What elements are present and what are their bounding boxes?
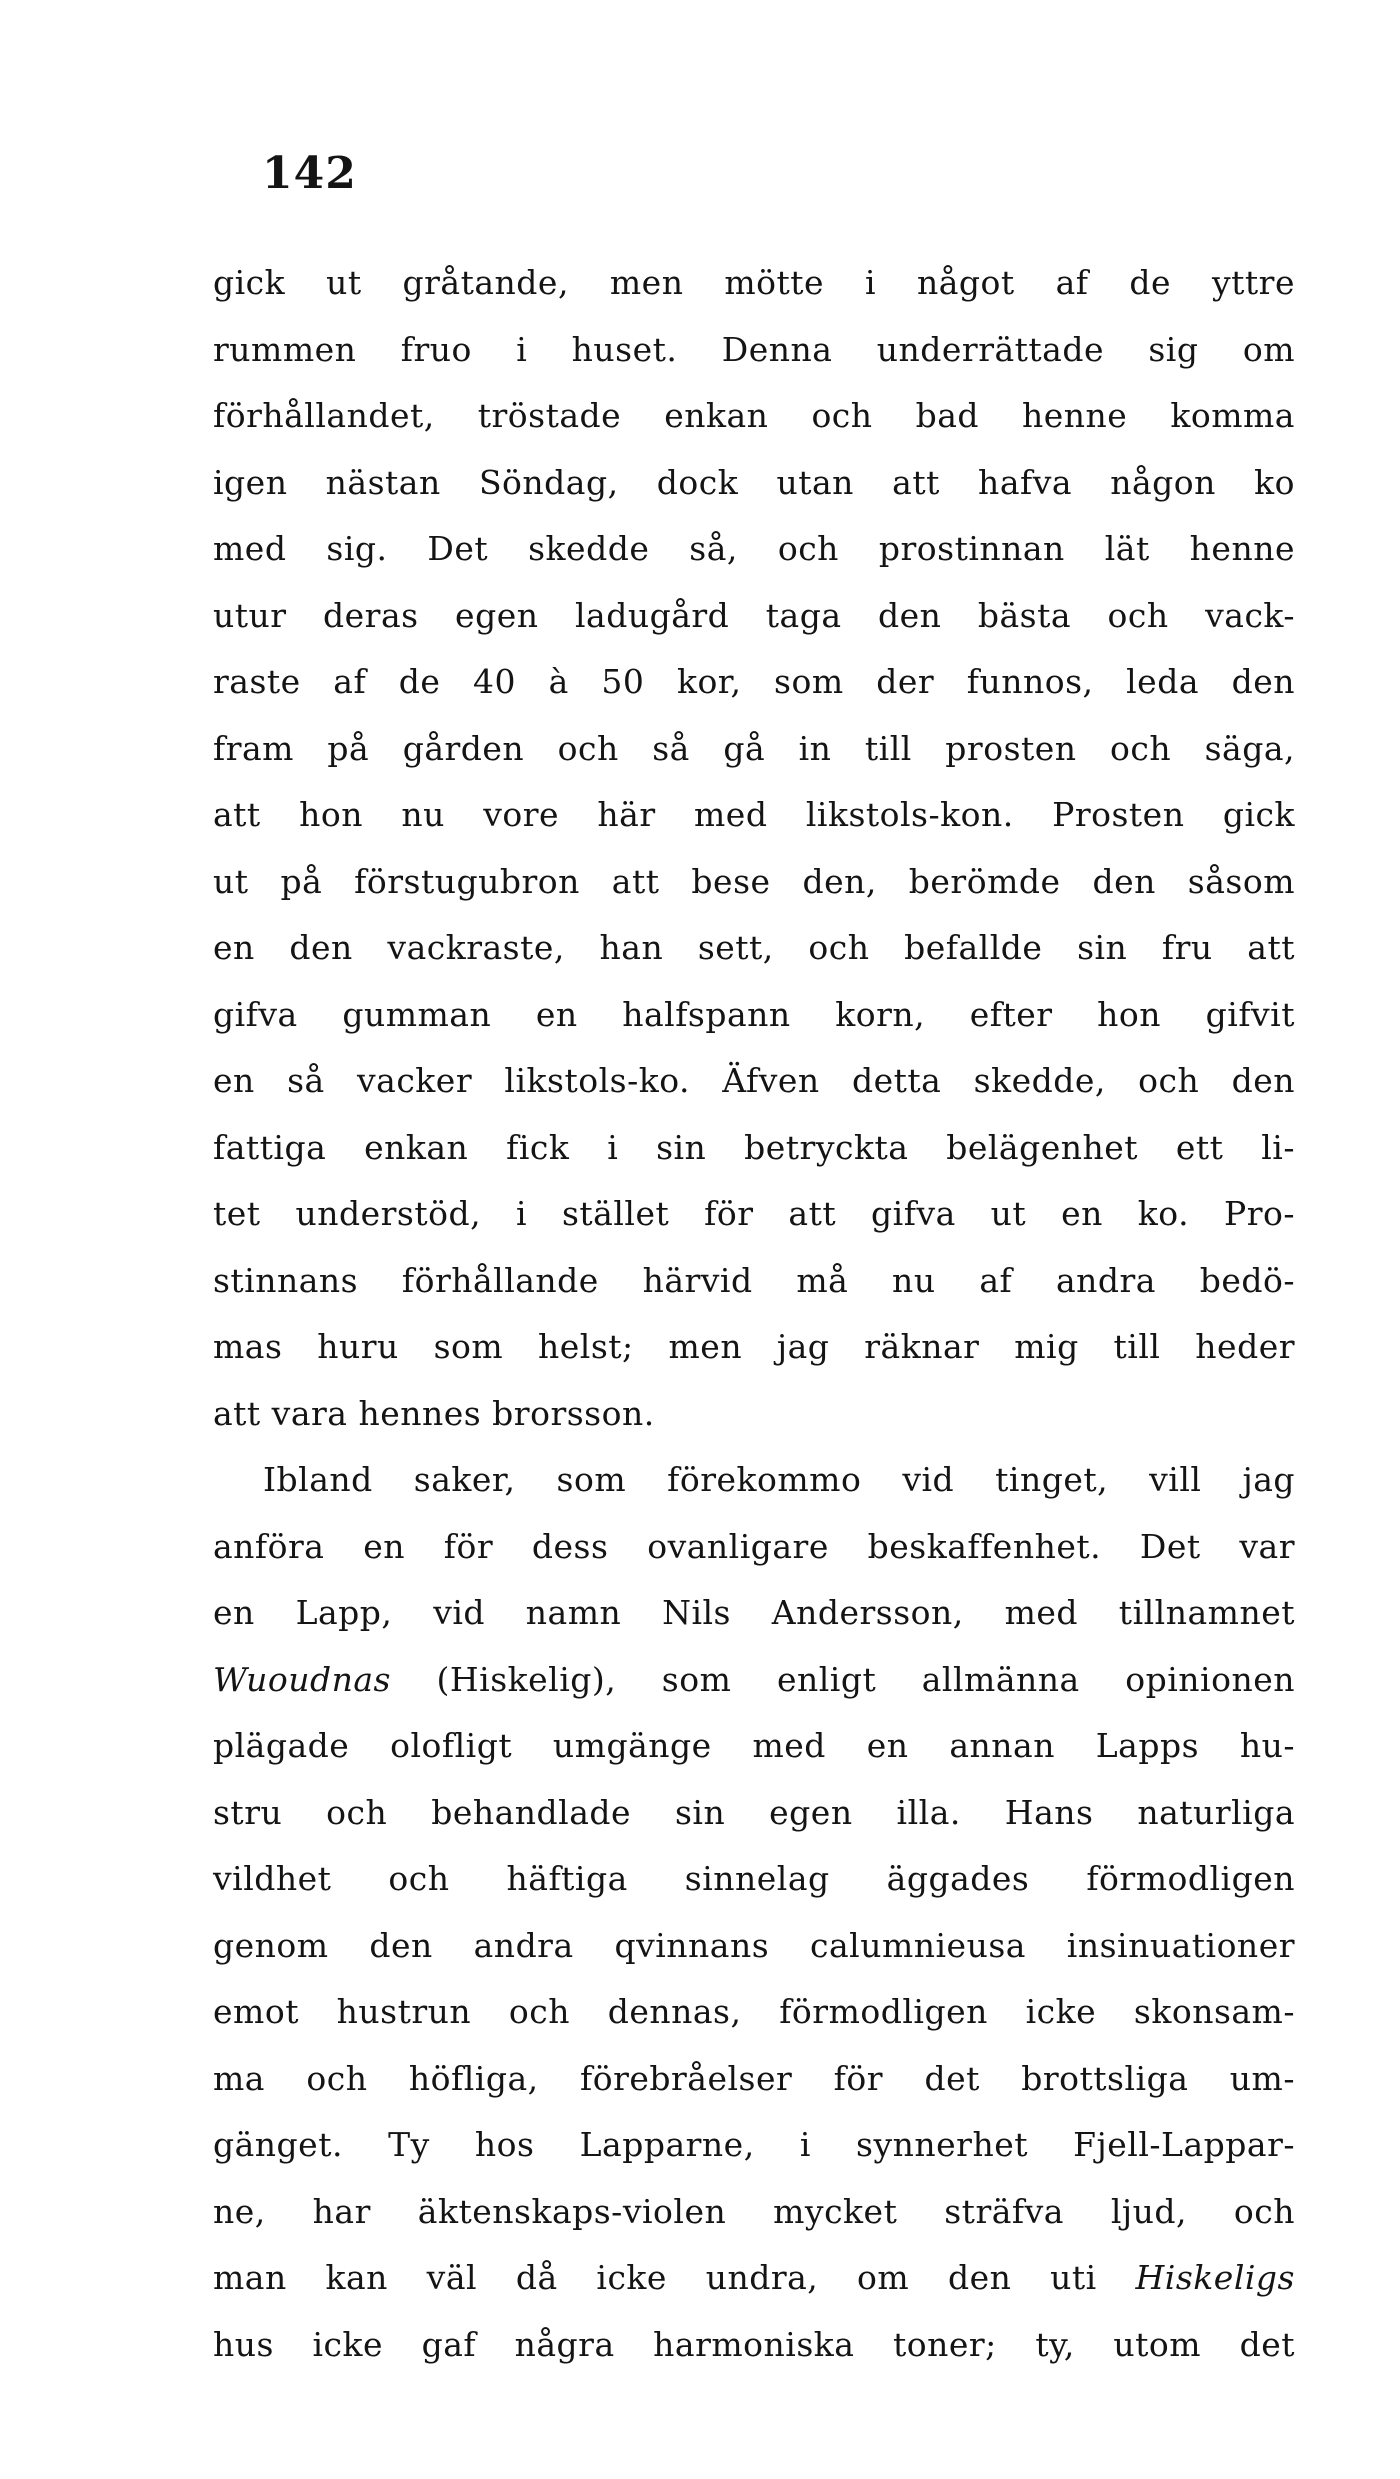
text-line: anföra en för dess ovanligare beskaffenhet. Det var bbox=[213, 1526, 1295, 1566]
text-line: en den vackraste, han sett, och befallde sin fru att bbox=[213, 928, 1295, 967]
text-line-wuoudnas bbox=[213, 1647, 1295, 1714]
text-line: en Lapp, vid namn Nils Andersson, med tillnamnet bbox=[213, 1593, 1295, 1632]
text-line: ut på förstugubron att bese den, berömde den såsom bbox=[213, 861, 1295, 901]
text-line: stinnans förhållande härvid må nu af andra bedö- bbox=[213, 1260, 1295, 1300]
italic-name-wuoudnas: Wuoudnas bbox=[213, 1659, 391, 1699]
text-line: raste af de 40 à 50 kor, som der funnos, leda den bbox=[213, 662, 1295, 701]
text-line: fattiga enkan fick i sin betryckta belägenhet ett li- bbox=[213, 1127, 1295, 1167]
text-line: en så vacker likstols-ko. Äfven detta skedde, och den bbox=[213, 1061, 1295, 1100]
text-line-start: man kan väl då icke undra, om den uti bbox=[213, 2258, 1097, 2297]
text-line: förhållandet, tröstade enkan och bad henne komma bbox=[213, 396, 1295, 435]
text-line: ma och höfliga, förebråelser för det brottsliga um- bbox=[213, 2058, 1295, 2098]
text-line: stru och behandlade sin egen illa. Hans naturliga bbox=[213, 1792, 1295, 1832]
text-line: vildhet och häftiga sinnelag äggades förmodligen bbox=[213, 1859, 1295, 1898]
text-line: med sig. Det skedde så, och prostinnan lät henne bbox=[213, 529, 1295, 568]
text-line: gick ut gråtande, men mötte i något af de yttre bbox=[213, 263, 1295, 302]
text-line-rest: (Hiskelig), som enligt allmänna opinionen bbox=[436, 1659, 1295, 1699]
text-line: gänget. Ty hos Lapparne, i synnerhet Fjell-Lappar- bbox=[213, 2125, 1295, 2164]
text-line: mas huru som helst; men jag räknar mig till heder bbox=[213, 1327, 1295, 1366]
text-line: hus icke gaf några harmoniska toner; ty, utom det bbox=[213, 2324, 1295, 2364]
italic-name-hiskeligs: Hiskeligs bbox=[1135, 2258, 1295, 2297]
text-line: utur deras egen ladugård taga den bästa och vack- bbox=[213, 595, 1295, 635]
text-line: plägade olofligt umgänge med en annan Lapps hu- bbox=[213, 1726, 1295, 1765]
text-line: att hon nu vore här med likstols-kon. Prosten gick bbox=[213, 795, 1295, 834]
text-line: fram på gården och så gå in till prosten och säga, bbox=[213, 728, 1295, 768]
text-line: emot hustrun och dennas, förmodligen icke skonsam- bbox=[213, 1992, 1295, 2031]
text-line-hiskeligs bbox=[213, 2245, 1295, 2312]
body-text bbox=[213, 250, 1295, 2378]
text-line: ne, har äktenskaps-violen mycket sträfva ljud, och bbox=[213, 2191, 1295, 2231]
page-number: 142 bbox=[262, 148, 357, 199]
text-line: rummen fruo i huset. Denna underrättade sig om bbox=[213, 329, 1295, 369]
text-line: tet understöd, i stället för att gifva ut en ko. Pro- bbox=[213, 1194, 1295, 1233]
text-line: igen nästan Söndag, dock utan att hafva någon ko bbox=[213, 462, 1295, 502]
text-line: gifva gumman en halfspann korn, efter hon gifvit bbox=[213, 994, 1295, 1034]
text-line: Ibland saker, som förekommo vid tinget, vill jag bbox=[263, 1460, 1295, 1499]
text-line: att vara hennes brorsson. bbox=[213, 1393, 655, 1433]
text-line: genom den andra qvinnans calumnieusa insinuationer bbox=[213, 1925, 1295, 1965]
